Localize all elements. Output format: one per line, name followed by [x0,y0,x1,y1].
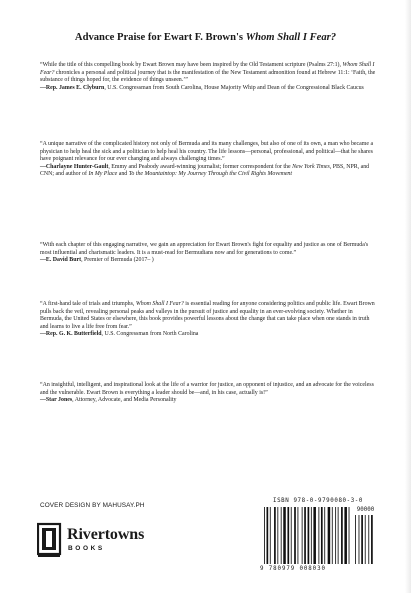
barcode-bar [318,507,319,564]
publisher-logo [37,520,145,560]
barcode-bar [349,507,350,564]
barcode-bar [335,507,336,564]
blurb-clyburn [40,62,376,92]
attribution-italic: New York Times [292,163,330,170]
blurb-attribution [40,331,376,339]
barcode-bar [281,507,282,564]
attribution-name: —Rep. James E. Clyburn [40,84,105,91]
blurb-quote [40,382,376,397]
barcode-addon-bar [365,515,366,564]
barcode-bar [277,507,278,564]
attribution-role: , PBS, NPR, and CNN; and author of [40,163,370,178]
blurb-butterfield [40,301,376,339]
attribution-name: —E. David Burt [40,257,82,264]
quote-italic: Whom Shall I Fear? [135,301,184,307]
quote-text: chronicles a personal and political journey that is the manifestation of the New Testament admonition found at Hebrew 11:1: ‘Faith, the substance of things hoped for, the evidence of things unseen.’” [40,69,376,84]
barcode-bar [341,507,343,564]
barcode-bar [294,507,296,564]
blurb-hunter-gault [40,141,376,179]
blurb-burt [40,242,376,265]
barcode-bar [270,507,271,564]
cover-design-credit: COVER DESIGN BY MAHUSAY.PH [40,502,145,509]
blurb-attribution [40,397,376,405]
isbn-text: ISBN 978-0-9790080-3-0 [273,498,363,504]
attribution-name: —Charlayne Hunter-Gault [40,163,109,170]
barcode-bar [308,507,310,564]
barcode-bar [287,507,289,564]
praise-heading-prefix: Advance Praise for Ewart F. Brown's [74,32,246,43]
barcode-bar [267,507,269,564]
barcode-bar [291,507,292,564]
quote-text: “An insightful, intelligent, and inspirational look at the life of a warrior for justice, an opponent of injustice, and an advocate for the voiceless and the vulnerable. Ewart Brown is everything a leader should be—and, in his case, actually is!” [40,382,374,396]
blurb-attribution [40,85,376,93]
barcode-bar [328,507,331,564]
rivertowns-book-icon [37,520,63,560]
quote-text: “While the title of this compelling book by Ewart Brown may have been inspired by the Old Testament scripture (Psalms 27:1), [40,62,343,68]
blurb-jones [40,382,376,405]
barcode-bar [274,507,276,564]
barcode-bar [264,507,265,564]
praise-heading-title: Whom Shall I Fear? [245,32,337,43]
blurb-quote [40,62,376,85]
attribution-role: , Premier of Bermuda (2017– ) [81,257,154,264]
attribution-role: , Emmy and Peabody award-winning journalist; former correspondent for the [108,163,293,170]
attribution-italic: To the Mountaintop: My Journey Through the Civil Rights Movement [128,171,293,178]
barcode-bar [344,507,347,564]
barcode-addon-bar [361,515,363,564]
quote-text: “A unique narrative of the complicated history not only of Bermuda and its many challenges, but also of one of its own, a man who became a physician to help heal the sick and a politician to help heal his country. The life lessons—personal, professional, and political—that he shares have poignant relevance for our ever changing and always challenging times.” [40,141,374,163]
publisher-name: Rivertowns [67,526,145,543]
quote-italic: Whom Shall I Fear? [40,62,375,76]
barcode-addon-bar [355,515,356,564]
barcode-bar [283,507,286,564]
barcode-addon-bar [368,515,369,564]
barcode-bar [332,507,333,564]
attribution-italic: In My Place [88,171,118,178]
quote-text: is essential reading for anyone considering politics and public life. Ewart Brown pulls back the veil, revealing personal peaks and valleys in the pursuit of justice and equality in an ever-evolving society. Whether in Bermuda, the United States or elsewhere, this book provides powerful lessons about the change that can take place when one stands in truth and learns to live a life free from fear.” [40,301,375,330]
barcode-bar [311,507,312,564]
barcode-addon-bar [359,515,360,564]
attribution-role: , U.S. Congressman from South Carolina, House Majority Whip and Dean of the Congressional Black Caucus [104,84,364,91]
blurb-quote [40,141,376,164]
attribution-name: —Rep. G. K. Butterfield [40,331,102,338]
barcode-addon-code: 90000 [356,507,375,513]
barcode-bars [264,507,378,567]
attribution-role: , U.S. Congressman from North Carolina [101,331,199,338]
barcode-digits: 9 780979 008030 [260,566,326,572]
page-edge-shadow [405,0,411,593]
barcode-bar [313,507,316,564]
isbn-barcode [258,498,378,576]
barcode-bar [321,507,323,564]
attribution-role: and [117,171,129,178]
barcode-bar [302,507,303,564]
blurb-attribution [40,164,376,179]
quote-text: “With each chapter of this engaging narrative, we gain an appreciation for Ewart Brown's fight for equality and justice as one of Bermuda's most influential and charismatic leaders. It is a must-read for Bermudians now and for generations to come.” [40,242,369,256]
publisher-subtitle: BOOKS [68,545,105,552]
praise-heading [0,31,411,44]
blurb-quote [40,242,376,257]
barcode-bar [324,507,325,564]
blurb-quote [40,301,376,331]
barcode-bar [298,507,299,564]
quote-text: “A first-hand tale of trials and triumphs, [40,301,136,307]
attribution-name: —Star Jones [40,397,73,404]
barcode-bar [338,507,339,564]
attribution-role: , Attorney, Advocate, and Media Personality [72,397,177,404]
barcode-addon-bar [371,515,373,564]
blurb-attribution [40,257,376,265]
barcode-bar [304,507,306,564]
